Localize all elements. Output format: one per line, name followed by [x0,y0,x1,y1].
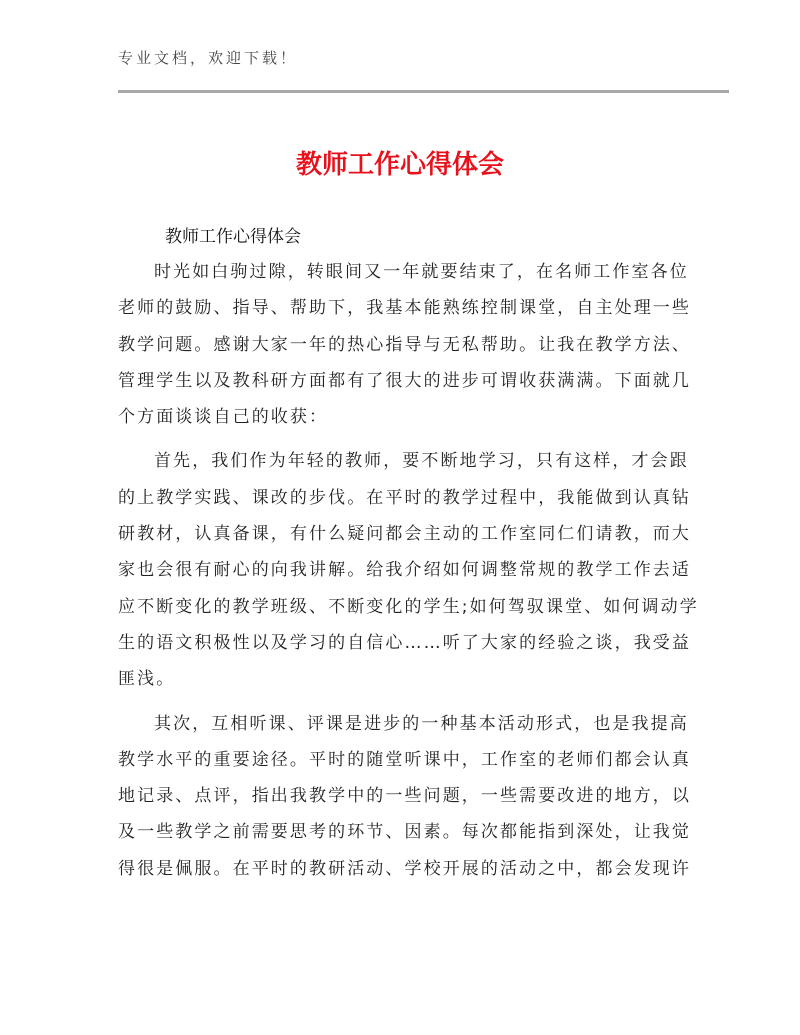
text-line: 研教材，认真备课，有什么疑问都会主动的工作室同仁们请教，而大 [118,524,691,545]
document-title: 教师工作心得体会 [295,150,504,180]
text-line: 教学水平的重要途径。平时的随堂听课中，工作室的老师们都会认真 [118,749,691,770]
text-line: 老师的鼓励、指导、帮助下，我基本能熟练控制课堂，自主处理一些 [118,298,691,319]
text-line: 个方面谈谈自己的收获： [118,407,329,428]
text-line: 得很是佩服。在平时的教研活动、学校开展的活动之中，都会发现许 [118,858,691,879]
text-line: 及一些教学之前需要思考的环节、因素。每次都能指到深处，让我觉 [118,822,691,843]
text-line: 家也会很有耐心的向我讲解。给我介绍如何调整常规的教学工作去适 [118,560,691,581]
text-line: 时光如白驹过隙，转眼间又一年就要结束了，在名师工作室各位 [154,262,689,282]
paragraph [118,258,718,439]
text-line: 的上教学实践、课改的步伐。在平时的教学过程中，我能做到认真钻 [118,487,691,508]
text-line: 教学问题。感谢大家一年的热心指导与无私帮助。让我在教学方法、 [118,334,691,355]
text-line: 匪浅。 [118,669,176,690]
text-line: 其次，互相听课、评课是进步的一种基本活动形式，也是我提高 [154,713,689,734]
document-subtitle: 教师工作心得体会 [165,227,301,247]
paragraph [118,447,718,701]
text-line: 应不断变化的教学班级、不断变化的学生;如何驾驭课堂、如何调动学 [118,596,699,617]
header-divider [118,90,729,93]
page-header-text: 专业文档，欢迎下载！ [118,49,299,67]
document-body [118,258,718,899]
text-line: 首先，我们作为年轻的教师，要不断地学习，只有这样，才会跟 [154,451,689,472]
text-line: 生的语文积极性以及学习的自信心……听了大家的经验之谈，我受益 [118,632,691,653]
paragraph [118,710,718,891]
text-line: 地记录、点评，指出我教学中的一些问题，一些需要改进的地方，以 [118,786,691,807]
text-line: 管理学生以及教科研方面都有了很大的进步可谓收获满满。下面就几 [118,370,691,391]
